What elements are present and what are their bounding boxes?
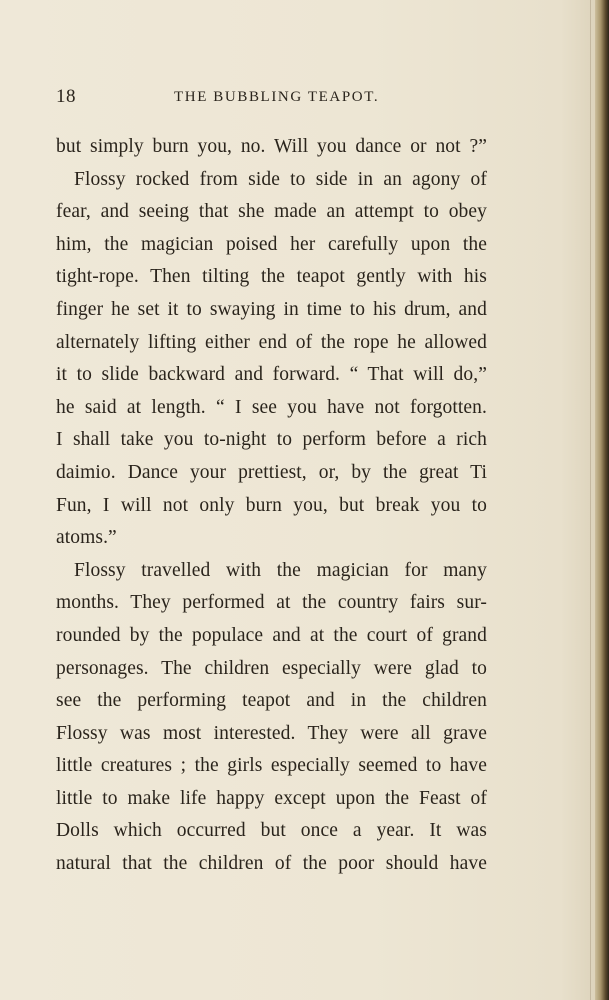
text-line: alternately lifting either end of the rope he allowed (56, 331, 487, 353)
text-line: Fun, I will not only burn you, but break you to (56, 494, 487, 516)
text-line: daimio. Dance your prettiest, or, by the great Ti (56, 461, 487, 483)
text-line: it to slide backward and forward. “ That will do,” (56, 364, 487, 386)
running-head: THE BUBBLING TEAPOT. (174, 89, 380, 105)
book-spine-edge (595, 0, 609, 1000)
text-line: Dolls which occurred but once a year. It was (56, 820, 487, 842)
text-line: Flossy rocked from side to side in an agony of (74, 168, 487, 190)
text-line: Flossy was most interested. They were all grave (56, 722, 487, 744)
text-line: see the performing teapot and in the children (56, 690, 487, 712)
text-line: little to make life happy except upon the Feast of (56, 787, 487, 809)
page-header (56, 86, 486, 116)
text-line: little creatures ; the girls especially seemed to have (56, 755, 487, 777)
page-fold-line (590, 0, 591, 1000)
text-line: I shall take you to-night to perform before a rich (56, 429, 487, 451)
text-line: months. They performed at the country fairs sur- (56, 592, 487, 614)
text-line: he said at length. “ I see you have not forgotten. (56, 396, 487, 418)
text-line: Flossy travelled with the magician for many (74, 559, 487, 581)
text-line: finger he set it to swaying in time to his drum, and (56, 298, 487, 320)
text-line: personages. The children especially were glad to (56, 657, 487, 679)
text-line: fear, and seeing that she made an attempt to obey (56, 201, 487, 223)
text-line: natural that the children of the poor should have (56, 853, 487, 875)
text-line: but simply burn you, no. Will you dance or not ?” (56, 136, 487, 157)
body-text (56, 133, 487, 883)
page-number: 18 (56, 86, 76, 107)
text-line: rounded by the populace and at the court of grand (56, 624, 487, 646)
text-line: atoms.” (56, 527, 117, 549)
text-line: tight-rope. Then tilting the teapot gently with his (56, 266, 487, 288)
text-line: him, the magician poised her carefully upon the (56, 233, 487, 255)
